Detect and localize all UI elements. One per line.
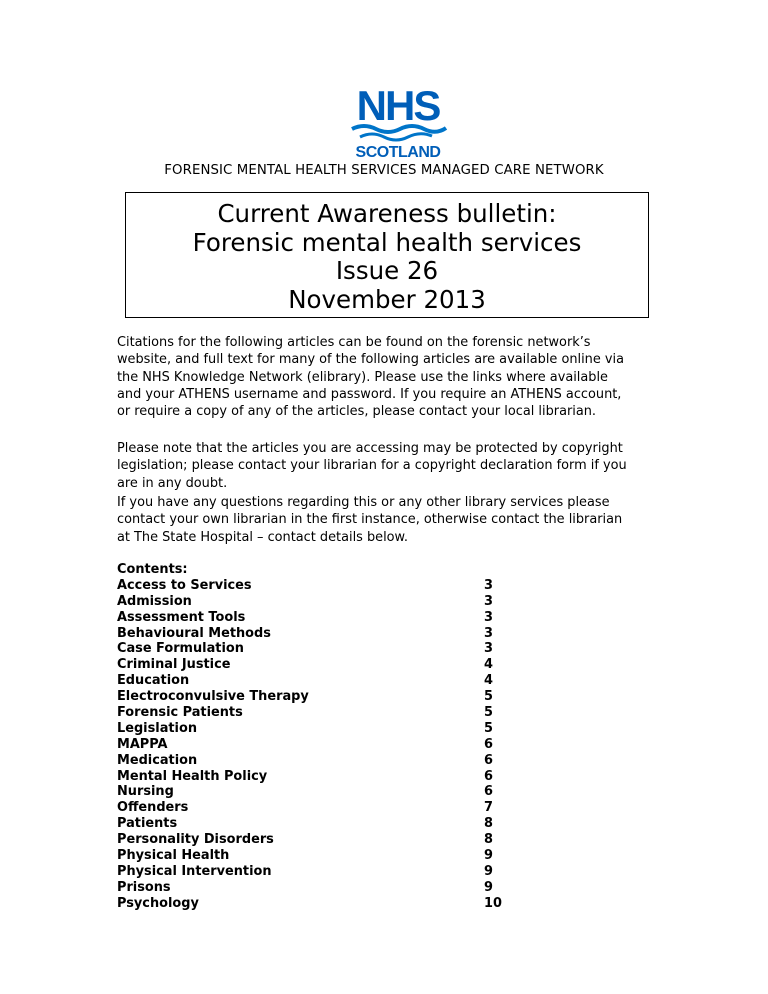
contents-page: 3 [484, 577, 493, 593]
contents-page: 6 [484, 752, 493, 768]
para-line: and your ATHENS username and password. If you require an ATHENS account, [117, 386, 622, 402]
contents-row[interactable] [117, 737, 537, 753]
contents-page: 3 [484, 625, 493, 641]
contents-page: 4 [484, 657, 493, 673]
contents-page: 5 [484, 720, 493, 736]
contents-topic: Admission [117, 593, 192, 609]
bulletin-title-box [125, 192, 649, 318]
logo-word: NHS [356, 82, 440, 129]
contents-row[interactable] [117, 864, 537, 880]
para-line: at The State Hospital – contact details below. [117, 529, 408, 545]
contents-page: 9 [484, 848, 493, 864]
contents-topic: Criminal Justice [117, 657, 231, 673]
contents-page: 4 [484, 673, 493, 689]
contents-row[interactable] [117, 673, 537, 689]
contents-topic: Offenders [117, 800, 189, 816]
contents-heading: Contents: [117, 562, 188, 577]
copyright-paragraph [117, 440, 657, 492]
contents-topic: Assessment Tools [117, 609, 246, 625]
contents-row[interactable] [117, 816, 537, 832]
contents-page: 5 [484, 689, 493, 705]
contents-page: 6 [484, 768, 493, 784]
citations-paragraph [117, 334, 657, 420]
contents-row[interactable] [117, 896, 537, 912]
contents-row[interactable] [117, 721, 537, 737]
contents-row[interactable] [117, 769, 537, 785]
contents-topic: Personality Disorders [117, 832, 274, 848]
contents-page: 9 [484, 879, 493, 895]
issue-number: Issue 26 [335, 256, 439, 285]
contents-row[interactable] [117, 578, 537, 594]
contents-page: 6 [484, 736, 493, 752]
contents-row[interactable] [117, 705, 537, 721]
contents-page: 3 [484, 609, 493, 625]
contents-topic: Legislation [117, 720, 198, 736]
contents-row[interactable] [117, 800, 537, 816]
para-line: legislation; please contact your librarian for a copyright declaration form if you [117, 458, 627, 474]
para-line: Citations for the following articles can be found on the forensic network’s [117, 335, 591, 350]
title-line: Current Awareness bulletin: [217, 199, 557, 228]
contents-topic: Behavioural Methods [117, 625, 271, 641]
contents-topic: Prisons [117, 879, 171, 895]
contents-row[interactable] [117, 641, 537, 657]
para-line: Please note that the articles you are accessing may be protected by copyright [117, 441, 623, 456]
contents-topic: Physical Intervention [117, 863, 272, 879]
contents-row[interactable] [117, 626, 537, 642]
contents-row[interactable] [117, 657, 537, 673]
contents-row[interactable] [117, 880, 537, 896]
contents-topic: Medication [117, 752, 198, 768]
contents-topic: Nursing [117, 784, 174, 800]
contents-topic: Psychology [117, 895, 199, 911]
logo-sub: SCOTLAND [355, 144, 441, 161]
contents-row[interactable] [117, 594, 537, 610]
contents-page: 8 [484, 816, 493, 832]
para-line: the NHS Knowledge Network (elibrary). Please use the links where available [117, 369, 608, 385]
para-line: contact your own librarian in the first instance, otherwise contact the librarian [117, 512, 623, 528]
contents-page: 10 [484, 895, 502, 911]
title-line: Forensic mental health services [192, 227, 582, 257]
contents-page: 8 [484, 832, 493, 848]
contents-page: 3 [484, 593, 493, 609]
contents-topic: Physical Health [117, 848, 230, 864]
contact-paragraph [117, 494, 657, 546]
contents-topic: Electroconvulsive Therapy [117, 689, 309, 705]
contents-row[interactable] [117, 610, 537, 626]
contents-row[interactable] [117, 784, 537, 800]
contents-row[interactable] [117, 753, 537, 769]
contents-row[interactable] [117, 848, 537, 864]
para-line: website, and full text for many of the following articles are available online via [117, 352, 624, 368]
contents-topic: Patients [117, 816, 178, 832]
contents-topic: Access to Services [117, 577, 252, 593]
contents-topic: Mental Health Policy [117, 768, 268, 784]
issue-date: November 2013 [288, 284, 486, 314]
para-line: or require a copy of any of the articles, please contact your local librarian. [117, 404, 597, 420]
para-line: are in any doubt. [117, 475, 228, 491]
contents-row[interactable] [117, 832, 537, 848]
logo-wave-icon [360, 134, 432, 140]
contents-list [117, 562, 537, 912]
contents-page: 7 [484, 800, 493, 816]
contents-page: 6 [484, 784, 493, 800]
contents-page: 9 [484, 863, 493, 879]
contents-page: 3 [484, 641, 493, 657]
contents-page: 5 [484, 705, 493, 721]
contents-row[interactable] [117, 689, 537, 705]
network-name: FORENSIC MENTAL HEALTH SERVICES MANAGED CARE NETWORK [164, 163, 604, 178]
contents-topic: MAPPA [117, 736, 168, 752]
para-line: If you have any questions regarding this or any other library services please [117, 495, 610, 510]
contents-topic: Forensic Patients [117, 705, 243, 721]
contents-topic: Case Formulation [117, 641, 244, 657]
contents-topic: Education [117, 673, 190, 689]
